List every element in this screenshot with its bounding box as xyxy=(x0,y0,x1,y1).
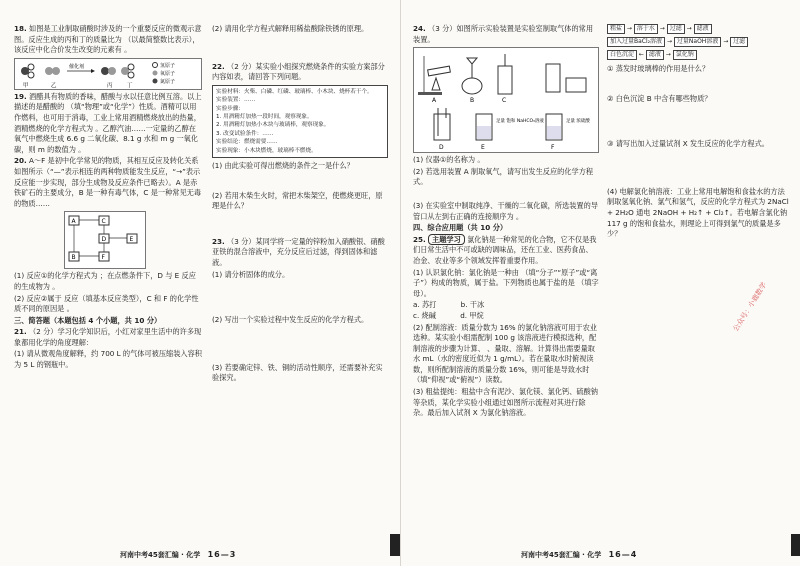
liquid-e xyxy=(477,126,491,139)
molecule-h2 xyxy=(28,72,34,78)
q22-table-line: 实验步骤： xyxy=(216,105,244,112)
q25-text: 氯化钠是一种常见的化合物，它不仅是我们日常生活中不可或缺的调味品，还在工业、医药食品、冶金、农业等多个领域发挥着重要作用。 xyxy=(413,234,597,265)
bottle-d xyxy=(434,114,450,140)
q22-table-line: 实验结论：燃烧需要…… xyxy=(216,139,278,146)
q18 xyxy=(14,24,202,56)
arrow-head xyxy=(91,69,95,73)
q18-number: 18. xyxy=(14,24,27,33)
q24-sub2: (2) 若选用装置 A 制取氧气，请写出发生反应的化学方程式。 xyxy=(413,166,594,187)
box-b-label: B xyxy=(71,254,76,262)
q23-number: 23. xyxy=(212,236,225,246)
q18-text: 如图是工业制取硝酸时涉及的一个重要反应的微观示意图。反应生成的丙和丁的质量比为 （以最简整数比表示），该反应中化合价发生改变的元素有 。 xyxy=(14,24,202,55)
bottle-c xyxy=(498,66,512,94)
box-a-label: A xyxy=(71,218,76,226)
q24-text: （3 分）如图所示实验装置是实验室制取气体的常用装置。 xyxy=(413,24,594,44)
left-footer xyxy=(120,550,236,560)
flow-q1: ① 蒸发时玻璃棒的作用是什么？ xyxy=(607,64,710,73)
q19-text: 酒醋具有物质的香味，醋酸与水以任意比例互溶。以上描述的是醋酸的 （填“物理”或“化学”）性质。酒精可以用作燃料，也可用于消毒，工业上常用酒精燃烧放出的热量，酒精燃烧的化学方程式为 。乙醇汽油……一定量的乙醇在氧气中燃烧生成 6.6 g 二氧化碳、8.1 g 水和 m g 一氧化碳，则 m 的数值为 。 xyxy=(14,91,202,154)
q22-table-line: 实验装置：…… xyxy=(216,97,256,104)
label-d: D xyxy=(439,144,444,152)
legend-n: 氮原子 xyxy=(160,78,176,85)
flow-node: 溶于水 xyxy=(634,24,658,34)
flow-q3: ③ 请写出加入过量试剂 X 发生反应的化学方程式。 xyxy=(607,139,769,149)
answer-space-q22-1 xyxy=(212,173,388,191)
q23-sub2: (2) 写出一个实验过程中发生反应的化学方程式。 xyxy=(212,315,369,325)
q22-table-line: 实验现象：小木块燃烧，玻璃棒不燃烧。 xyxy=(216,147,317,154)
flow-node: 白色沉淀 xyxy=(607,50,637,60)
flow-row-2: 加入过量BaCl₂溶液 → 过量NaOH溶液 → 过滤 xyxy=(607,37,789,47)
flow-node: 滤液 xyxy=(646,50,664,60)
answer-space-q24-2 xyxy=(413,189,599,201)
q24 xyxy=(413,24,599,45)
q21-text: （2 分）学习化学知识后，小红对家里生活中的许多现象都用化学的角度理解： xyxy=(14,327,202,347)
q25-options xyxy=(413,300,599,321)
tag-nahco3: 足量 饱和 NaHCO₃溶液 xyxy=(496,119,544,125)
answer-space-flow-2 xyxy=(607,105,789,139)
answer-space-q21 xyxy=(212,36,388,62)
q21-sub2: (2) 请用化学方程式解释用稀盐酸除铁锈的原理。 xyxy=(212,24,369,33)
left-side-tab xyxy=(390,534,400,556)
test-tube-a xyxy=(428,66,451,76)
q18-molecule-svg xyxy=(15,59,201,89)
q25-option-d: d. 甲烷 xyxy=(460,310,484,320)
legend-h: 氢原子 xyxy=(160,62,176,69)
left-column-1 xyxy=(14,24,202,372)
right-footer-page: 16—4 xyxy=(608,550,638,559)
right-footer-title: 河南中考45套汇编 · 化学 xyxy=(521,551,602,559)
flow-node: 过滤 xyxy=(667,24,685,34)
molecule-h1 xyxy=(28,64,34,70)
flow-q2: ② 白色沉淀 B 中含有哪些物质？ xyxy=(607,93,712,103)
bottle-collect xyxy=(546,64,560,92)
purification-flowchart xyxy=(607,24,789,60)
q19 xyxy=(14,92,202,156)
q24-number: 24. xyxy=(413,24,426,33)
flow-node: 加入过量BaCl₂溶液 xyxy=(607,37,665,47)
flow-row-3: 白色沉淀 ← 滤液 → 氯化钠 xyxy=(607,50,789,60)
legend-o-icon xyxy=(153,70,158,75)
flow-row-1: 粗盐 → 溶于水 → 过滤 → 滤液 xyxy=(607,24,789,34)
q22-table-line: 3. 改变试验条件：…… xyxy=(216,130,274,137)
q25-badge: 主题学习 xyxy=(428,234,465,245)
answer-space-flow-3 xyxy=(607,151,789,187)
flow-node: 过滤 xyxy=(730,37,748,47)
molecule-o1 xyxy=(45,67,53,75)
q25-option-c: c. 烧碱 xyxy=(413,310,436,320)
q20 xyxy=(14,156,202,209)
flow-node: 过量NaOH溶液 xyxy=(674,37,721,47)
label-e: E xyxy=(481,144,485,152)
label-bing: 丙 xyxy=(107,82,113,89)
q20-relation-diagram xyxy=(64,211,146,269)
trough xyxy=(566,78,586,92)
q20-sub1: (1) 反应①的化学方程式为 ；在点燃条件下，D 与 E 反应的生成物为 。 xyxy=(14,271,196,291)
flow-node: 氯化钠 xyxy=(673,50,697,60)
flask-b xyxy=(462,78,482,94)
funnel-top-b xyxy=(467,58,477,64)
right-column-2 xyxy=(607,24,789,241)
left-column-2 xyxy=(212,24,388,385)
q25-sub1: (1) 认识氯化钠：氯化钠是一种由 （填“分子”“原子”或“离子”）构成的物质，属于盐。下列物质也属于盐的是 （填字母）。 xyxy=(413,267,599,298)
right-footer xyxy=(521,550,637,560)
q20-sub2: (2) 反应②属于 反应（填基本反应类型），C 和 F 的化学性质不同的原因是 。 xyxy=(14,293,199,314)
right-page xyxy=(400,0,800,566)
answer-space-flow-1 xyxy=(607,76,789,94)
label-b: B xyxy=(470,97,475,105)
q24-sub1: (1) 仪器①的名称为 。 xyxy=(413,155,485,165)
q25-sub4: (4) 电解氯化钠溶液：工业上常用电解饱和食盐水的方法制取氢氧化钠、氯气和氢气，反应的化学方程式为 2NaCl + 2H₂O 通电 2NaOH + H₂↑ + Cl₂↑。若电解含氯化钠 117 g 的饱和食盐水，则理论上可得到氯气的质量是多少？ xyxy=(607,186,789,239)
q21-sub1: (1) 请从微观角度解释，约 700 L 的气体可被压缩装入容积为 5 L 的钢瓶中。 xyxy=(14,349,202,370)
legend-o: 氧原子 xyxy=(160,70,176,77)
answer-space-q23-1 xyxy=(212,281,388,315)
q20-text: A～F 是初中化学常见的物质，其相互反应及转化关系如图所示（“—”表示相连的两种物质能发生反应，“→”表示反应能一步实现，部分生成物及反应条件已略去）。A 是赤铁矿石的主要成分，B 是一种有毒气体，C 是一种常见无毒的物质…… xyxy=(14,156,202,208)
q22-number: 22. xyxy=(212,61,225,71)
q25-option-a: a. 苏打 xyxy=(413,300,437,310)
box-c-label: C xyxy=(101,218,106,226)
q22-table-line: 1. 用酒精灯加热一段时间，观察现象。 xyxy=(216,114,313,120)
answer-space-q22-2 xyxy=(212,213,388,237)
box-e-label: E xyxy=(129,236,134,244)
molecule-o2 xyxy=(52,67,60,75)
right-column-1 xyxy=(413,24,599,420)
q22-experiment-table xyxy=(212,85,388,158)
q19-number: 19. xyxy=(14,91,27,101)
legend-n-icon xyxy=(153,78,158,83)
section-4-heading: 四、综合应用题（共 10 分） xyxy=(413,223,508,233)
answer-space-q23-2 xyxy=(212,327,388,363)
flow-node: 粗盐 xyxy=(607,24,625,34)
left-footer-title: 河南中考45套汇编 · 化学 xyxy=(120,551,201,559)
q23 xyxy=(212,237,388,269)
legend-h-icon xyxy=(153,62,158,67)
label-f: F xyxy=(551,144,555,152)
tag-h2so4: 足量 浓硫酸 xyxy=(566,119,590,125)
q22-text: （2 分）某实验小组探究燃烧条件的实验方案部分内容如表，请回答下列问题。 xyxy=(212,61,385,82)
molecule-h4 xyxy=(128,72,134,78)
catalyst-label: 催化剂 xyxy=(69,63,85,70)
q20-relation-svg xyxy=(65,212,145,268)
molecule-n2 xyxy=(101,67,109,75)
q24-apparatus-figure xyxy=(413,47,599,153)
label-jia: 甲 xyxy=(23,82,29,89)
q23-sub3: (3) 若要确定锌、铁、铜的活动性顺序，还需要补充实验探究。 xyxy=(212,362,383,383)
box-f-label: F xyxy=(101,254,105,262)
q22-sub2: (2) 若用木柴生火时，常把木柴架空，使燃烧更旺，原理是什么？ xyxy=(212,190,383,211)
flow-node: 滤液 xyxy=(694,24,712,34)
q25 xyxy=(413,235,599,267)
liquid-f xyxy=(547,126,561,139)
stand-base-a xyxy=(418,92,442,95)
label-a: A xyxy=(432,97,437,105)
q23-text: （3 分）某同学将一定量的锌粉加入硝酸银、硝酸亚铁的混合溶液中，充分反应后过滤，得到固体和滤液。 xyxy=(212,236,385,267)
q18-molecule-diagram xyxy=(14,58,202,90)
q25-number: 25. xyxy=(413,234,426,244)
q25-sub3: (3) 粗盐提纯：粗盐中含有泥沙、氯化镁、氯化钙、硫酸钠等杂质，某化学实验小组通过如图所示流程对其进行除杂。最后加入试剂 X 为氯化钠溶液。 xyxy=(413,387,598,418)
left-footer-page: 16—3 xyxy=(207,550,237,559)
q23-sub1: (1) 请分析固体的成分。 xyxy=(212,269,290,279)
molecule-o3 xyxy=(108,67,116,75)
label-ding: 丁 xyxy=(127,82,133,89)
q22-sub1: (1) 由此实验可得出燃烧的条件之一是什么？ xyxy=(212,161,354,171)
q21-number: 21. xyxy=(14,327,27,337)
box-d-label: D xyxy=(101,236,107,244)
q24-sub3: (3) 在实验室中制取纯净、干燥的二氧化碳，所选装置的导管口从左到右正确的连接顺序为 。 xyxy=(413,200,598,221)
section-3-heading: 三、简答题（本题包括 4 个小题，共 10 分） xyxy=(14,315,162,325)
q22 xyxy=(212,62,388,83)
q22-table-line: 实验材料：火柴、白磷、红磷、玻璃棒、小木块、烧杯若干个。 xyxy=(216,88,373,95)
q25-sub2: (2) 配制溶液：质量分数为 16% 的氯化钠溶液可用于农业选种。某实验小组需配制 100 g 该溶液进行模拟选种，配制溶液的步骤为计算、 、量取、溶解。计算得出需要量取水 mL（水的密度近似为 1 g/mL）。若在量取水时俯视读数，则所配制溶液的质量分数 16%，则可能是导致水时 （填“仰视”或“俯视”）读数。 xyxy=(413,322,597,385)
molecule-h3 xyxy=(128,64,134,70)
q21 xyxy=(14,327,202,348)
right-side-tab xyxy=(791,534,800,556)
burner-a xyxy=(432,78,440,90)
label-yi: 乙 xyxy=(51,82,57,89)
q20-number: 20. xyxy=(14,156,27,166)
q24-apparatus-svg xyxy=(414,48,598,152)
q22-table-line: 2. 用酒精灯加热小木块与玻璃棒，观察现象。 xyxy=(216,122,330,129)
q25-option-b: b. 干冰 xyxy=(460,300,485,310)
label-c: C xyxy=(502,97,507,105)
watermark-stamp: 公众号：小鹿数学 xyxy=(731,281,769,333)
